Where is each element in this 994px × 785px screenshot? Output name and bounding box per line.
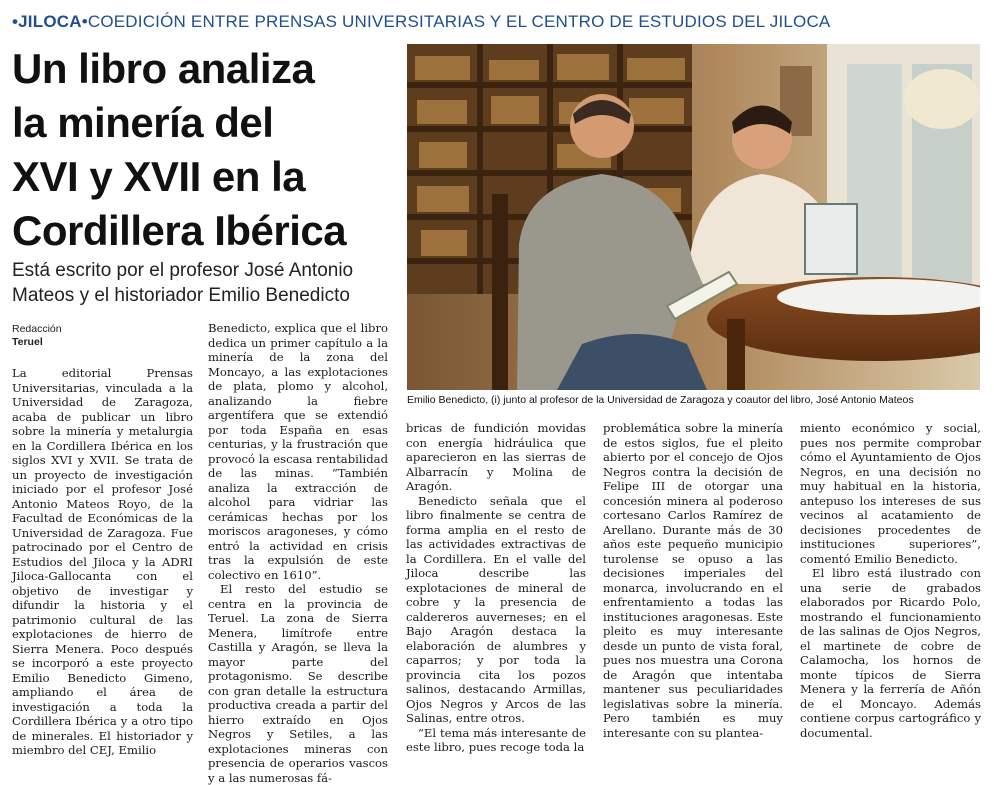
article-column-1 <box>12 366 193 758</box>
paragraph: La editorial Prensas Universitarias, vinculada a la Universidad de Zaragoza, acaba de publicar un libro sobre la minería y metalurgia en la Cordillera Ibérica en los siglos XVI y XVII. Se trata de un proyecto de investigación iniciado por el profesor José Antonio Mateos Royo, de la Facultad de Económicas de la Universidad de Zaragoza. Fue patrocinado por el Centro de Estudios del Jiloca y la ADRI Jiloca-Gallocanta con el objetivo de investigar y difundir la historia y el patrimonio cultural de las explotaciones de hierro de Sierra Menera. Poco después se incorporó a este proyecto Emilio Benedicto Gimeno, ampliando el área de investigación a toda la Cordillera Ibérica y a otro tipo de minerales. El historiador y miembro del CEJ, Emilio <box>12 366 193 757</box>
byline-author: Redacción <box>12 323 62 335</box>
byline-place: Teruel <box>12 336 43 348</box>
article-column-2 <box>208 321 388 785</box>
photo-illustration <box>407 44 980 390</box>
section-header <box>12 8 987 36</box>
paragraph: “El tema más interesante de este libro, pues recoge toda la <box>406 725 586 754</box>
byline <box>12 323 62 349</box>
headline <box>12 42 397 258</box>
photo-caption: Emilio Benedicto, (i) junto al profesor de la Universidad de Zaragoza y coautor del libro, José Antonio Mateos <box>407 394 914 406</box>
article-column-3 <box>406 421 586 755</box>
headline-line: Cordillera Ibérica <box>12 207 347 254</box>
subheadline: Está escrito por el profesor José Antonio Mateos y el historiador Emilio Benedicto <box>12 260 354 306</box>
headline-line: la minería del <box>12 99 274 146</box>
article-column-4 <box>603 421 783 740</box>
paragraph: problemática sobre la minería de estos siglos, fue el pleito abierto por el concejo de Ojos Negros contra la decisión de Felipe III de otorgar una concesión minera al poderoso cortesano Carlos Ramírez de Arellano. Durante más de 30 años este pequeño municipio turolense se opuso a las decisiones imperiales del monarca, involucrando en el enfrentamiento a todas las instituciones aragonesas. Este pleito es muy interesante desde un punto de vista foral, pues nos muestra una Corona de Aragón que intentaba mantener sus peculiaridades legislativas sobre la minería. Pero también es muy interesante con su planteа- <box>603 421 783 740</box>
section-name: •JILOCA <box>12 12 82 31</box>
article-column-5 <box>800 421 981 740</box>
paragraph: El libro está ilustrado con una serie de grabados elaborados por Ricardo Polo, mostrando el funcionamiento de las salinas de Ojos Negros, el martinete de cobre de Calamocha, los hornos de monte típicos de Sierra Menera y la ferrería de Añón de el Moncayo. Además contiene corpus cartográfico y documental. <box>800 566 981 740</box>
section-subtitle: •COEDICIÓN ENTRE PRENSAS UNIVERSITARIAS Y EL CENTRO DE ESTUDIOS DEL JILOCA <box>81 12 831 31</box>
paragraph: El resto del estudio se centra en la provincia de Teruel. La zona de Sierra Menera, limítrofe entre Castilla y Aragón, se lleva la mayor parte del protagonismo. Se describe con gran detalle la estructura productiva creada a partir del hierro extraído en Ojos Negros y Setiles, a las explotaciones mineras con presencia de operarios vascos y a las numerosas fá- <box>208 582 388 785</box>
paragraph: miento económico y social, pues nos permite comprobar cómo el Ayuntamiento de Ojos Negros, en una decisión no muy habitual en la historia, antepuso los intereses de sus vecinos al acatamiento de decisiones procedentes de instituciones superiores”, comentó Emilio Benedicto. <box>800 421 981 566</box>
headline-line: Un libro analiza <box>12 45 315 92</box>
paragraph: bricas de fundición movidas con energía hidráulica que aparecieron en las sierras de Albarracín y Molina de Aragón. <box>406 421 586 493</box>
paragraph: Benedicto, explica que el libro dedica un primer capítulo a la minería de la zona del Moncayo, a las explotaciones de plata, plomo y alcohol, analizando la fiebre argentífera que se extendió por toda España en esas centurias, y la frustración que provocó la escasa rentabilidad de las minas. “También analiza la extracción de alcohol para vidriar las cerámicas hechas por los moriscos aragoneses, y cómo entró la actividad en crisis tras la expulsión de este colectivo en 1610”. <box>208 321 388 582</box>
paragraph: Benedicto señala que el libro finalmente se centra de forma amplia en el resto de las actividades extractivas de la Cordillera. En el valle del Jiloca describe las explotaciones de mineral de cobre y la presencia de caldereros auverneses; en el Bajo Aragón destaca la elaboración de alumbres y caparros; y por toda la provincia cita los pozos salinos, destacando Armillas, Ojos Negros y Arcos de las Salinas, entre otros. <box>406 493 586 725</box>
headline-line: XVI y XVII en la <box>12 153 306 200</box>
article-photo <box>407 44 980 390</box>
